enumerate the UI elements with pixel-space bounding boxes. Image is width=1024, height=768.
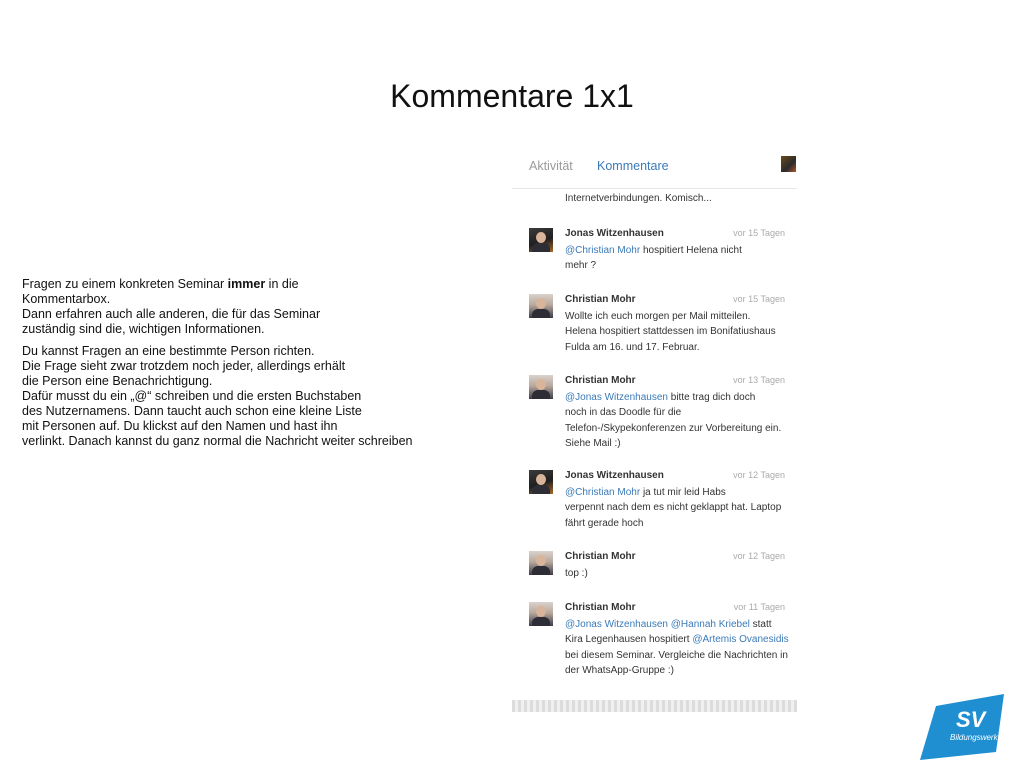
comment-avatar[interactable] xyxy=(529,294,553,318)
slide-title: Kommentare 1x1 xyxy=(390,78,634,114)
comment-text-line xyxy=(565,340,785,355)
instruction-text xyxy=(22,277,442,456)
comment-input-bar[interactable] xyxy=(512,700,797,712)
comment-author[interactable]: Jonas Witzenhausen xyxy=(565,228,664,239)
svg-text:Bildungswerk: Bildungswerk xyxy=(950,733,998,742)
comment-text-line xyxy=(565,309,785,324)
comment-author[interactable]: Christian Mohr xyxy=(565,294,636,305)
avatar-body xyxy=(532,390,550,399)
comment-item xyxy=(512,602,797,681)
avatar-face xyxy=(536,379,546,390)
tab-comments[interactable]: Kommentare xyxy=(597,159,669,173)
comment-avatar[interactable] xyxy=(529,470,553,494)
comment-text-fragment: verpennt nach dem es nicht geklappt hat. Laptop xyxy=(565,502,782,514)
instruction-line: Du kannst Fragen an eine bestimmte Person richten. xyxy=(22,344,315,358)
comment-text-fragment: ja tut mir leid Habs xyxy=(640,487,726,498)
comment-author[interactable]: Christian Mohr xyxy=(565,551,636,562)
instruction-line: die Person eine Benachrichtigung. xyxy=(22,374,213,388)
user-mention-link[interactable]: @Christian Mohr xyxy=(565,245,641,256)
user-mention-link[interactable]: @Artemis Ovanesidis xyxy=(692,634,789,646)
sv-bildungswerk-logo xyxy=(920,694,1006,760)
comment-author[interactable]: Jonas Witzenhausen xyxy=(565,470,664,481)
comment-text-line xyxy=(565,663,785,678)
comment-timestamp: vor 13 Tagen xyxy=(733,375,785,385)
comment-timestamp: vor 12 Tagen xyxy=(733,470,785,480)
comment-text-line xyxy=(565,390,785,405)
comment-item xyxy=(512,551,797,584)
comment-text-fragment: statt xyxy=(749,619,772,630)
comment-text-fragment: Siehe Mail :) xyxy=(565,437,621,449)
comment-text-fragment: top :) xyxy=(565,568,588,579)
avatar-body xyxy=(532,309,550,318)
comment-text-fragment: Telefon-/Skypekonferenzen zur Vorbereitung ein. xyxy=(565,422,782,434)
instruction-line: Die Frage sieht zwar trotzdem noch jeder, allerdings erhält xyxy=(22,359,346,373)
emphasis-immer: immer xyxy=(227,277,266,291)
comment-text-line xyxy=(565,421,785,436)
comment-item xyxy=(512,470,797,534)
comment-text-fragment: der WhatsApp-Gruppe :) xyxy=(565,664,674,676)
comment-text xyxy=(565,243,785,274)
user-mention-link[interactable]: @Christian Mohr xyxy=(565,487,641,498)
comment-text xyxy=(565,566,785,581)
comment-text-line xyxy=(565,617,785,632)
comment-item xyxy=(512,294,797,358)
truncated-comment-text: Internetverbindungen. Komisch... xyxy=(565,193,712,204)
comment-item xyxy=(512,375,797,454)
comment-text-line xyxy=(565,566,785,581)
instruction-line: Dann erfahren auch alle anderen, die für das Seminar xyxy=(22,307,321,321)
tab-activity[interactable]: Aktivität xyxy=(529,159,573,173)
comment-text xyxy=(565,309,785,355)
avatar-face xyxy=(536,555,546,566)
instruction-paragraph-2 xyxy=(22,344,442,449)
comment-text xyxy=(565,617,789,678)
panel-tabs xyxy=(512,150,797,189)
comment-text-line xyxy=(565,485,785,500)
comment-text-fragment: bitte trag dich doch xyxy=(667,392,756,403)
comment-text-fragment: hospitiert Helena nicht xyxy=(640,245,742,256)
comment-text-line xyxy=(565,258,785,273)
comment-text-line xyxy=(565,243,785,258)
instruction-line: Fragen zu einem konkreten Seminar immer in die xyxy=(22,277,299,291)
svg-text:SV: SV xyxy=(956,707,986,732)
avatar-body xyxy=(532,485,550,494)
instruction-paragraph-1 xyxy=(22,277,442,337)
avatar-face xyxy=(536,298,546,309)
comment-timestamp: vor 11 Tagen xyxy=(733,602,785,612)
comment-timestamp: vor 12 Tagen xyxy=(733,551,785,561)
comment-text-fragment: bei diesem Seminar. Vergleiche die Nachrichten in xyxy=(565,649,788,661)
avatar-face xyxy=(536,232,546,243)
comment-author[interactable]: Christian Mohr xyxy=(565,602,636,613)
instruction-line: Kommentarbox. xyxy=(22,292,111,306)
comment-text xyxy=(565,390,785,451)
comment-text-fragment: Wollte ich euch morgen per Mail mitteilen. xyxy=(565,311,751,322)
comment-author[interactable]: Christian Mohr xyxy=(565,375,636,386)
comment-avatar[interactable] xyxy=(529,602,553,626)
instruction-line: Dafür musst du ein „@“ schreiben und die ersten Buchstaben xyxy=(22,389,362,403)
comment-text-fragment: Fulda am 16. und 17. Februar. xyxy=(565,341,700,353)
avatar-face xyxy=(536,474,546,485)
comment-text-fragment: Helena hospitiert stattdessen im Bonifatiushaus xyxy=(565,326,776,338)
comment-timestamp: vor 15 Tagen xyxy=(733,294,785,304)
comment-avatar[interactable] xyxy=(529,551,553,575)
user-mention-link[interactable]: @Jonas Witzenhausen @Hannah Kriebel xyxy=(565,619,750,630)
comment-text-line xyxy=(565,648,788,663)
comment-text-fragment: fährt gerade hoch xyxy=(565,517,644,529)
avatar-face xyxy=(536,606,546,617)
instruction-line: verlinkt. Danach kannst du ganz normal die Nachricht weiter schreiben xyxy=(22,434,413,448)
comment-text-fragment: mehr ? xyxy=(565,260,597,272)
avatar-body xyxy=(532,243,550,252)
comment-timestamp: vor 15 Tagen xyxy=(733,228,785,238)
user-mention-link[interactable]: @Jonas Witzenhausen xyxy=(565,392,668,403)
comment-text-fragment: Kira Legenhausen hospitiert xyxy=(565,634,693,646)
comment-avatar[interactable] xyxy=(529,228,553,252)
comment-text-line xyxy=(565,516,785,531)
comment-text xyxy=(565,485,785,531)
comment-text-line xyxy=(565,324,785,339)
comment-text-line xyxy=(565,500,785,515)
instruction-line: mit Personen auf. Du klickst auf den Namen und hast ihn xyxy=(22,419,338,433)
instruction-line: des Nutzernamens. Dann taucht auch schon eine kleine Liste xyxy=(22,404,362,418)
comments-panel-screenshot xyxy=(512,150,797,715)
user-avatar[interactable] xyxy=(781,156,796,172)
instruction-line: zuständig sind die, wichtigen Informationen. xyxy=(22,322,265,336)
comment-text-line xyxy=(565,405,785,420)
comment-text-line xyxy=(565,632,789,647)
avatar-body xyxy=(532,566,550,575)
comment-text-line xyxy=(565,436,785,451)
comment-item xyxy=(512,228,797,277)
avatar-body xyxy=(532,617,550,626)
comment-avatar[interactable] xyxy=(529,375,553,399)
comment-text-fragment: noch in das Doodle für die xyxy=(565,407,682,419)
